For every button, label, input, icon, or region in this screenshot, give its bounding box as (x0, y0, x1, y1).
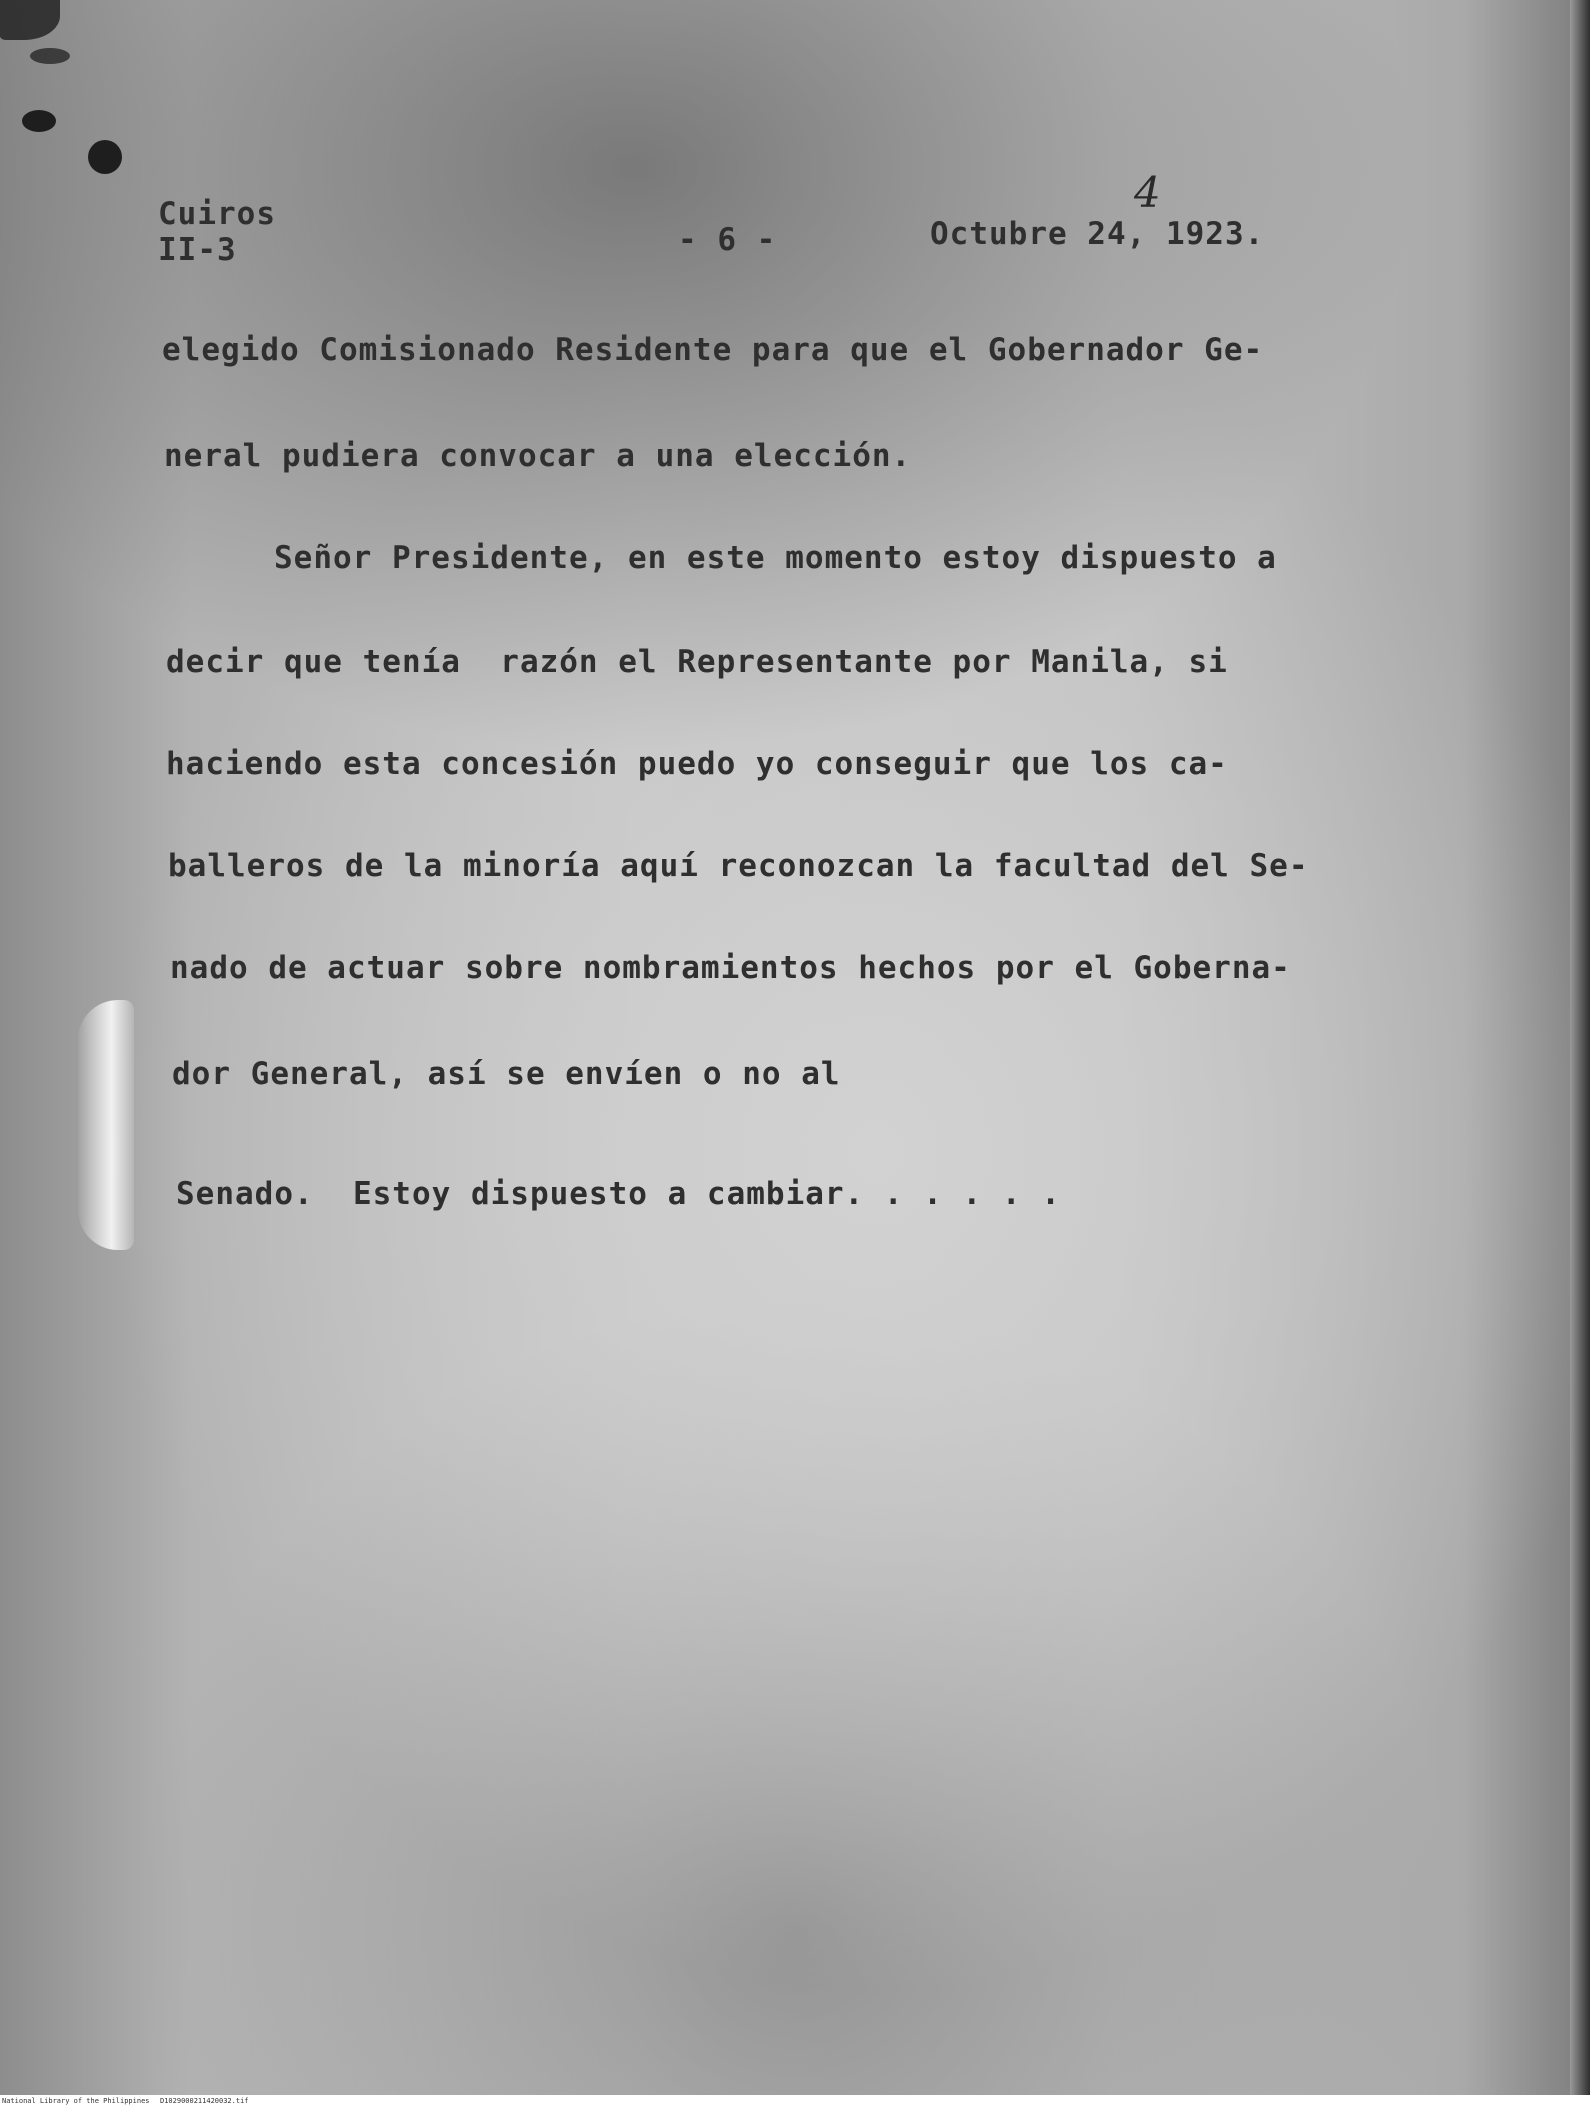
scan-footer (0, 2095, 1590, 2108)
header-date: Octubre 24, 1923. (930, 216, 1265, 252)
header-reference: II-3 (158, 232, 237, 268)
page-number: - 6 - (678, 222, 777, 258)
body-line: haciendo esta concesión puedo yo conseguir que los ca- (166, 746, 1228, 782)
header-author: Cuiros (158, 196, 276, 232)
body-line: neral pudiera convocar a una elección. (164, 438, 912, 474)
body-line: dor General, así se envíen o no al (172, 1056, 841, 1092)
scan-dark-edge (1570, 0, 1590, 2095)
body-line: balleros de la minoría aquí reconozcan la facultad del Se- (168, 848, 1309, 884)
body-line: Senado. Estoy dispuesto a cambiar. . . . . . (176, 1176, 1061, 1212)
ink-blot (88, 140, 122, 174)
footer-source: National Library of the Philippines (2, 2097, 150, 2105)
body-line: nado de actuar sobre nombramientos hechos por el Goberna- (170, 950, 1291, 986)
ink-blot (22, 110, 56, 132)
footer-file-id: D1029000211420032.tif (160, 2097, 249, 2105)
body-line: elegido Comisionado Residente para que el Gobernador Ge- (162, 332, 1264, 368)
photo-glare (78, 1000, 134, 1250)
body-line: decir que tenía razón el Representante por Manila, si (166, 644, 1228, 680)
body-line: Señor Presidente, en este momento estoy dispuesto a (274, 540, 1277, 576)
ink-blot (0, 0, 60, 40)
ink-blot (30, 48, 70, 64)
handwritten-correction: 4 (1134, 168, 1161, 217)
